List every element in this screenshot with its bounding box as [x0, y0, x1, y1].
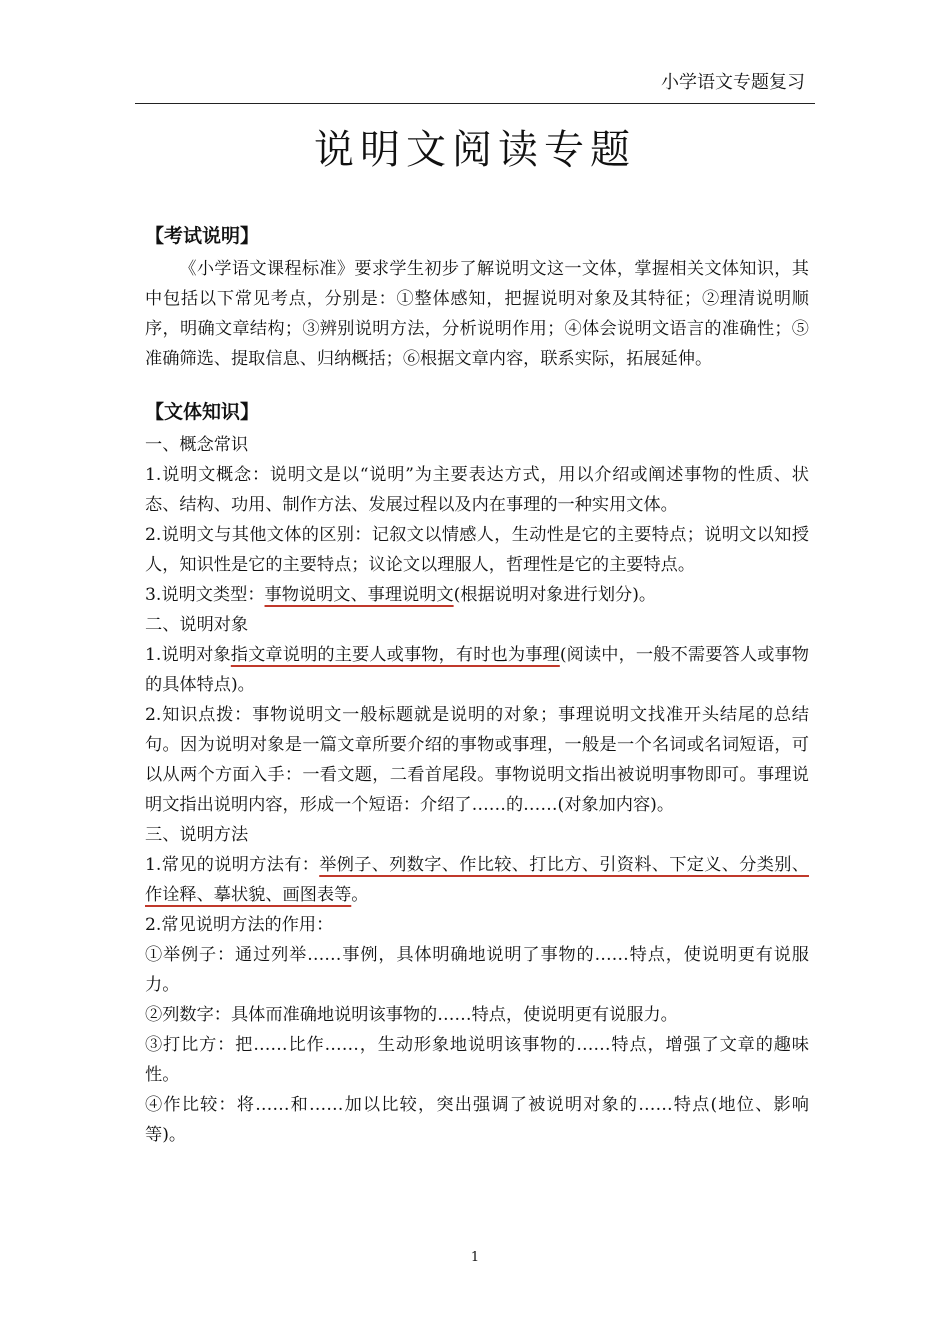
- methods-effects-heading: 2.常见说明方法的作用：: [145, 915, 334, 935]
- object-definition-note: (阅读中，一般不需要答人或事物的具体特点)。: [145, 645, 809, 695]
- methods-list-underlined: 举例子、列数字、作比较、打比方、引资料、下定义、分类别、作诠释、摹状貌、画图表等: [145, 855, 809, 905]
- exam-description: 《小学语文课程标准》要求学生初步了解说明文这一文体，掌握相关文体知识，其中包括以下常见考点，分别是：①整体感知，把握说明对象及其特征；②理清说明顺序，明确文章结构；③辨别说明方法，分析说明作用；④体会说明文语言的准确性；⑤准确筛选、提取信息、归纳概括；⑥根据文章内容，联系实际，拓展延伸。: [145, 259, 809, 369]
- object-definition-underlined: 指文章说明的主要人或事物，有时也为事理: [230, 645, 560, 665]
- genre-types-label: 3.说明文类型：: [145, 585, 265, 605]
- document-body: [145, 218, 809, 1150]
- methods-list: [145, 850, 809, 910]
- object-definition: [145, 640, 809, 700]
- methods-list-end: 。: [351, 885, 369, 905]
- method-example: ①举例子：通过列举……事例，具体明确地说明了事物的……特点，使说明更有说服力。: [145, 945, 809, 995]
- method-numbers: ②列数字：具体而准确地说明该事物的……特点，使说明更有说服力。: [145, 1005, 678, 1025]
- genre-types: [145, 580, 809, 610]
- knowledge-section-heading: 【文体知识】: [145, 401, 260, 423]
- page-number: 1: [470, 1250, 480, 1265]
- page-title: 说明文阅读专题: [314, 127, 636, 173]
- section-gap: [145, 374, 809, 394]
- object-tips: 2.知识点拨：事物说明文一般标题就是说明的对象；事理说明文找准开头结尾的总结句。因为说明对象是一篇文章所要介绍的事物或事理，一般是一个名词或名词短语，可以从两个方面入手：一看文题，二看首尾段。事物说明文指出被说明事物即可。事理说明文指出说明内容，形成一个短语：介绍了……的……(对象加内容)。: [145, 705, 809, 815]
- concept-definition: 1.说明文概念：说明文是以“说明”为主要表达方式，用以介绍或阐述事物的性质、状态、结构、功用、制作方法、发展过程以及内在事理的一种实用文体。: [145, 465, 809, 515]
- method-metaphor: ③打比方：把……比作……，生动形象地说明该事物的……特点，增强了文章的趣味性。: [145, 1035, 809, 1085]
- object-definition-label: 1.说明对象: [145, 645, 231, 665]
- methods-subheading: 三、说明方法: [145, 825, 249, 845]
- genre-types-underlined: 事物说明文、事理说明文: [264, 585, 454, 605]
- genre-difference: 2.说明文与其他文体的区别：记叙文以情感人，生动性是它的主要特点；说明文以知授人，知识性是它的主要特点；议论文以理服人，哲理性是它的主要特点。: [145, 525, 809, 575]
- header-divider: [135, 103, 815, 104]
- object-subheading: 二、说明对象: [145, 615, 249, 635]
- methods-list-label: 1.常见的说明方法有：: [145, 855, 320, 875]
- header-label: 小学语文专题复习: [661, 72, 805, 93]
- method-comparison: ④作比较：将……和……加以比较，突出强调了被说明对象的……特点(地位、影响等)。: [145, 1095, 809, 1145]
- genre-types-note: (根据说明对象进行划分)。: [453, 585, 657, 605]
- exam-section-heading: 【考试说明】: [145, 225, 260, 247]
- concept-subheading: 一、概念常识: [145, 435, 249, 455]
